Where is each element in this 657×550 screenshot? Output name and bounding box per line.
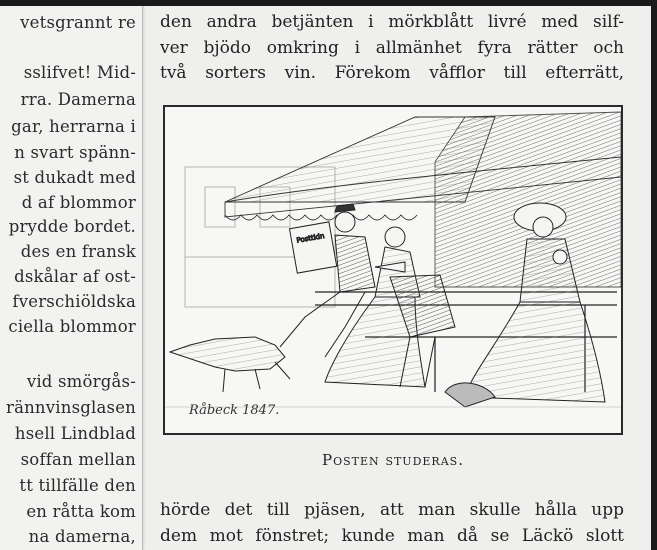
left-line: n svart spänn-: [14, 143, 136, 162]
left-line: rännvinsglasen: [5, 398, 136, 417]
left-line: vetsgrannt re: [20, 13, 136, 32]
illustration-frame: [163, 105, 623, 435]
left-line: dskålar af ost-: [14, 267, 136, 286]
left-line: vid smörgås-: [26, 372, 136, 391]
body-line: den andra betjänten i mörkblått livré med silf-: [160, 12, 624, 32]
left-page-strip: [0, 0, 143, 550]
left-line: d af blommor: [21, 193, 136, 212]
body-line: hörde det till pjäsen, att man skulle hålla upp: [160, 500, 624, 520]
left-line: prydde bordet.: [8, 217, 136, 236]
left-line: sslifvet! Mid-: [23, 63, 136, 82]
body-line: två sorters vin. Förekom våfflor till efterrätt,: [160, 63, 624, 83]
left-line: soffan mellan: [20, 450, 136, 469]
left-line: gar, herrarna i: [11, 117, 136, 136]
left-line: tt tillfälle den: [19, 476, 136, 495]
left-line: fverschiöldska: [12, 292, 136, 311]
newspaper-text: Posttidn: [295, 231, 326, 245]
left-line: rra. Damerna: [20, 90, 136, 109]
sketch-illustration: [165, 107, 621, 433]
scan-border-top: [0, 0, 657, 6]
body-line: ver bjödo omkring i allmänhet fyra rätter och: [160, 38, 624, 58]
left-line: en råtta kom: [26, 502, 136, 521]
left-line: des en fransk: [20, 242, 136, 261]
scan-border-right: [651, 0, 657, 550]
left-line: na damerna,: [28, 527, 136, 546]
left-line: st dukadt med: [13, 168, 136, 187]
left-line: hsell Lindblad: [14, 424, 136, 443]
dog: [170, 337, 290, 392]
left-line: ciella blommor: [8, 317, 136, 336]
figure-caption: Posten studeras.: [322, 451, 464, 469]
body-line: dem mot fönstret; kunde man då se Läckö slott: [160, 526, 624, 546]
artist-signature: Råbeck 1847.: [189, 403, 280, 418]
